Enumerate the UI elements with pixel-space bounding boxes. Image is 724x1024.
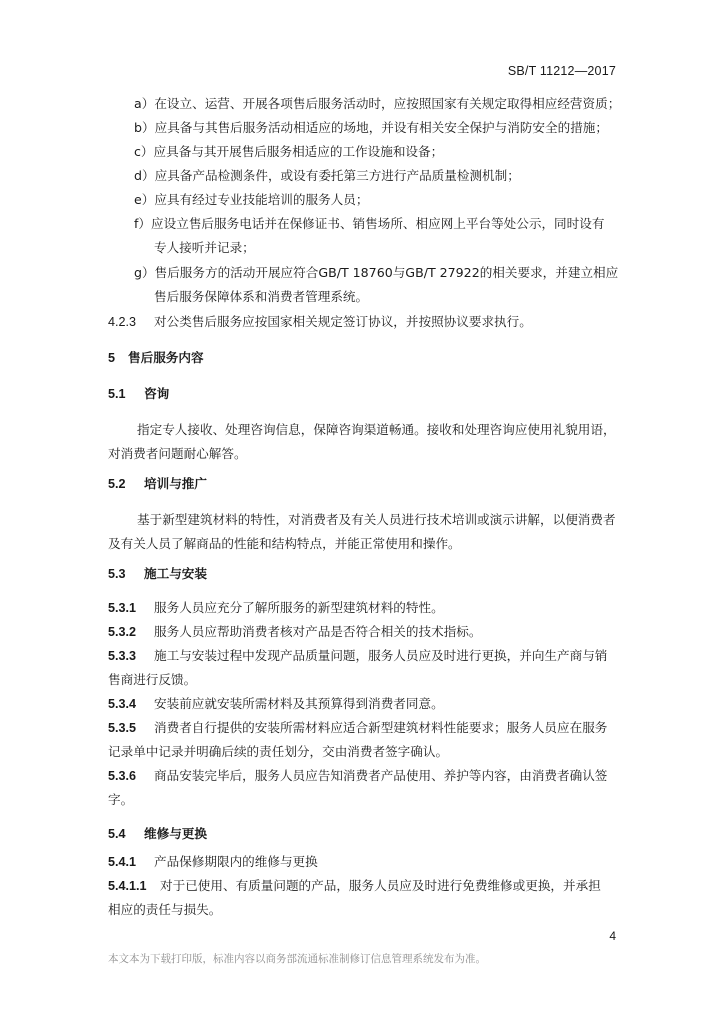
section-5-2-heading: 5.2 培训与推广 [108, 476, 207, 491]
page-number: 4 [609, 929, 616, 943]
section-5-heading: 5 售后服务内容 [108, 350, 204, 365]
clause-5-3-2: 5.3.2 服务人员应帮助消费者核对产品是否符合相关的技术指标。 [108, 624, 482, 639]
section-5-1-heading: 5.1 咨询 [108, 386, 170, 401]
standard-number: SB/T 11212—2017 [507, 64, 616, 78]
list-item-continuation: 专人接听并记录； [154, 240, 255, 255]
section-5-4-heading: 5.4 维修与更换 [108, 826, 207, 841]
paragraph-line: 对消费者问题耐心解答。 [108, 446, 247, 461]
clause-5-4-1-1: 5.4.1.1 对于已使用、有质量问题的产品，服务人员应及时进行免费维修或更换，并承担 [108, 878, 601, 893]
list-item: d）应具备产品检测条件，或设有委托第三方进行产品质量检测机制； [134, 168, 520, 183]
list-item-continuation: 售后服务保障体系和消费者管理系统。 [154, 289, 369, 304]
list-item: a）在设立、运营、开展各项售后服务活动时，应按照国家有关规定取得相应经营资质； [134, 96, 621, 111]
clause-5-3-5: 5.3.5 消费者自行提供的安装所需材料应适合新型建筑材料性能要求；服务人员应在服务 [108, 720, 608, 735]
clause-5-3-6: 5.3.6 商品安装完毕后，服务人员应告知消费者产品使用、养护等内容，由消费者确认签 [108, 768, 608, 783]
list-item: b）应具备与其售后服务活动相适应的场地，并设有相关安全保护与消防安全的措施； [134, 120, 608, 135]
list-item: c）应具备与其开展售后服务相适应的工作设施和设备； [134, 144, 444, 159]
clause-5-3-3: 5.3.3 施工与安装过程中发现产品质量问题，服务人员应及时进行更换，并向生产商与销 [108, 648, 608, 663]
clause-continuation: 字。 [108, 792, 134, 807]
paragraph-line: 指定专人接收、处理咨询信息，保障咨询渠道畅通。接收和处理咨询应使用礼貌用语， [137, 422, 616, 437]
clause-continuation: 售商进行反馈。 [108, 672, 197, 687]
footer-notice: 本文本为下载打印版，标准内容以商务部流通标准制修订信息管理系统发布为准。 [108, 953, 486, 965]
clause-continuation: 相应的责任与损失。 [108, 902, 222, 917]
list-item: f）应设立售后服务电话并在保修证书、销售场所、相应网上平台等处公示，同时设有 [134, 216, 605, 231]
paragraph-line: 及有关人员了解商品的性能和结构特点，并能正常使用和操作。 [108, 536, 461, 551]
clause-5-4-1: 5.4.1 产品保修期限内的维修与更换 [108, 854, 318, 869]
clause-continuation: 记录单中记录并明确后续的责任划分，交由消费者签字确认。 [108, 744, 449, 759]
paragraph-line: 基于新型建筑材料的特性，对消费者及有关人员进行技术培训或演示讲解，以便消费者 [137, 512, 616, 527]
clause-4-2-3: 4.2.3 对公类售后服务应按国家相关规定签订协议，并按照协议要求执行。 [108, 314, 532, 329]
clause-5-3-1: 5.3.1 服务人员应充分了解所服务的新型建筑材料的特性。 [108, 600, 444, 615]
section-5-3-heading: 5.3 施工与安装 [108, 566, 207, 581]
list-item: g）售后服务方的活动开展应符合GB/T 18760与GB/T 27922的相关要求，并建立相应 [134, 265, 619, 280]
clause-5-3-4: 5.3.4 安装前应就安装所需材料及其预算得到消费者同意。 [108, 696, 444, 711]
list-item: e）应具有经过专业技能培训的服务人员； [134, 192, 369, 207]
